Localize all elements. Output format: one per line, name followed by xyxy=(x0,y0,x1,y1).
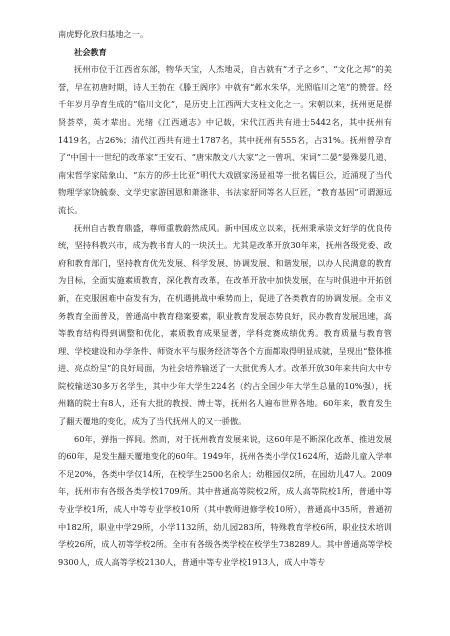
section-heading: 社会教育 xyxy=(74,46,107,57)
paragraph-history: 抚州市位于江西省东部，物华天宝，人杰地灵，自古就有“才子之乡”、“文化之邦”的美誉，早在初唐时期，诗人王勃在《滕王阁序》中就有“邺水朱华，光照临川之笔”的赞誉。经千年岁月孕育生成的“临川文化”，是历史上江西两大支柱文化之一。宋朝以来，抚州更是群贤荟萃，英才辈出。光绪《江西通志》中记载，宋代江西共有进士5442名，其中抚州有1419名，占26%；清代江西共有进士1787名，其中抚州有555名，占31%。抚州曾孕育了“中国十一世纪的改革家”王安石、“唐宋散文八大家”之一曾巩、宋词“二晏”晏殊晏几道、南宋哲学家陆象山、“东方的莎士比亚”明代大戏剧家汤显祖等一批名儒巨公，近涌现了当代物理学家饶毓泰、文学史家游国恩和萧涤非、书法家舒同等名人巨匠，“教育基因”可谓源远流长。 xyxy=(58,64,392,215)
paragraph-statistics: 60年，弹指一挥间。然而，对于抚州教育发展来说，这60年是不断深化改革、推进发展的60年，是发生翻天覆地变化的60年。1949年，抚州各类小学仅1624所，适龄儿童入学率不足20%，各类中学仅14所，在校学生2500名余人；幼稚园仅2所，在园幼儿47人。2009年，抚州市有各级各类学校1709所。其中普通高等院校2所，成人高等院校1所，普通中等专业学校1所，成人中等专业学校10所（其中教师进修学校10所），普通高中35所，普通初中182所，职业中学29所，小学1132所，幼儿园283所，特殊教育学校6所，职业技术培训学校26所，成人初等学校2所。全市有各级各类学校在校学生738289人。其中普通高等学校9300人，成人高等学校2130人，普通中等专业学校1913人，成人中等专 xyxy=(58,433,392,567)
intro-line: 南虎野化放归基地之一。 xyxy=(58,29,149,39)
paragraph-achievements: 抚州自古教育鼎盛，尊师重教蔚然成风。新中国成立以来，抚州秉承崇文好学的优良传统，坚持科教兴市，成为教书育人的一块沃土。尤其是改革开放30年来，抚州各级党委、政府和教育部门，坚持教育优先发展、科学发展、协调发展、和谐发展，以办人民满意的教育为目标，全面实施素质教育，深化教育改革，在改革开放中加快发展，在与时俱进中开拓创新，在克服困难中奋发有为，在机遇挑战中乘势而上，促进了各类教育的协调发展。全市义务教育全面普及，普通高中教育稳案要素，职业教育发展态势良好，民办教育发展迅速，高等教育结构得到调整和优化，素质教育成果显著，学科竞赛成绩优秀。教育质量与教育管理、学校建设和办学条件、师资水平与服务经济等各个方面都取得明显成就，呈现出“整体推进、亮点纷呈”的良好局面，为社会培养输送了一大批优秀人才。改革开放30年来共向大中专院校输送30多万名学生，其中少年大学生224名（约占全国少年大学生总量的10%强），抚州籍的院士有8人，还有大批的教授、博士等，抚州名人遍布世界各地。60年来，教育发生了翻天覆地的变化，成为了当代抚州人的又一骄傲。 xyxy=(58,222,392,427)
